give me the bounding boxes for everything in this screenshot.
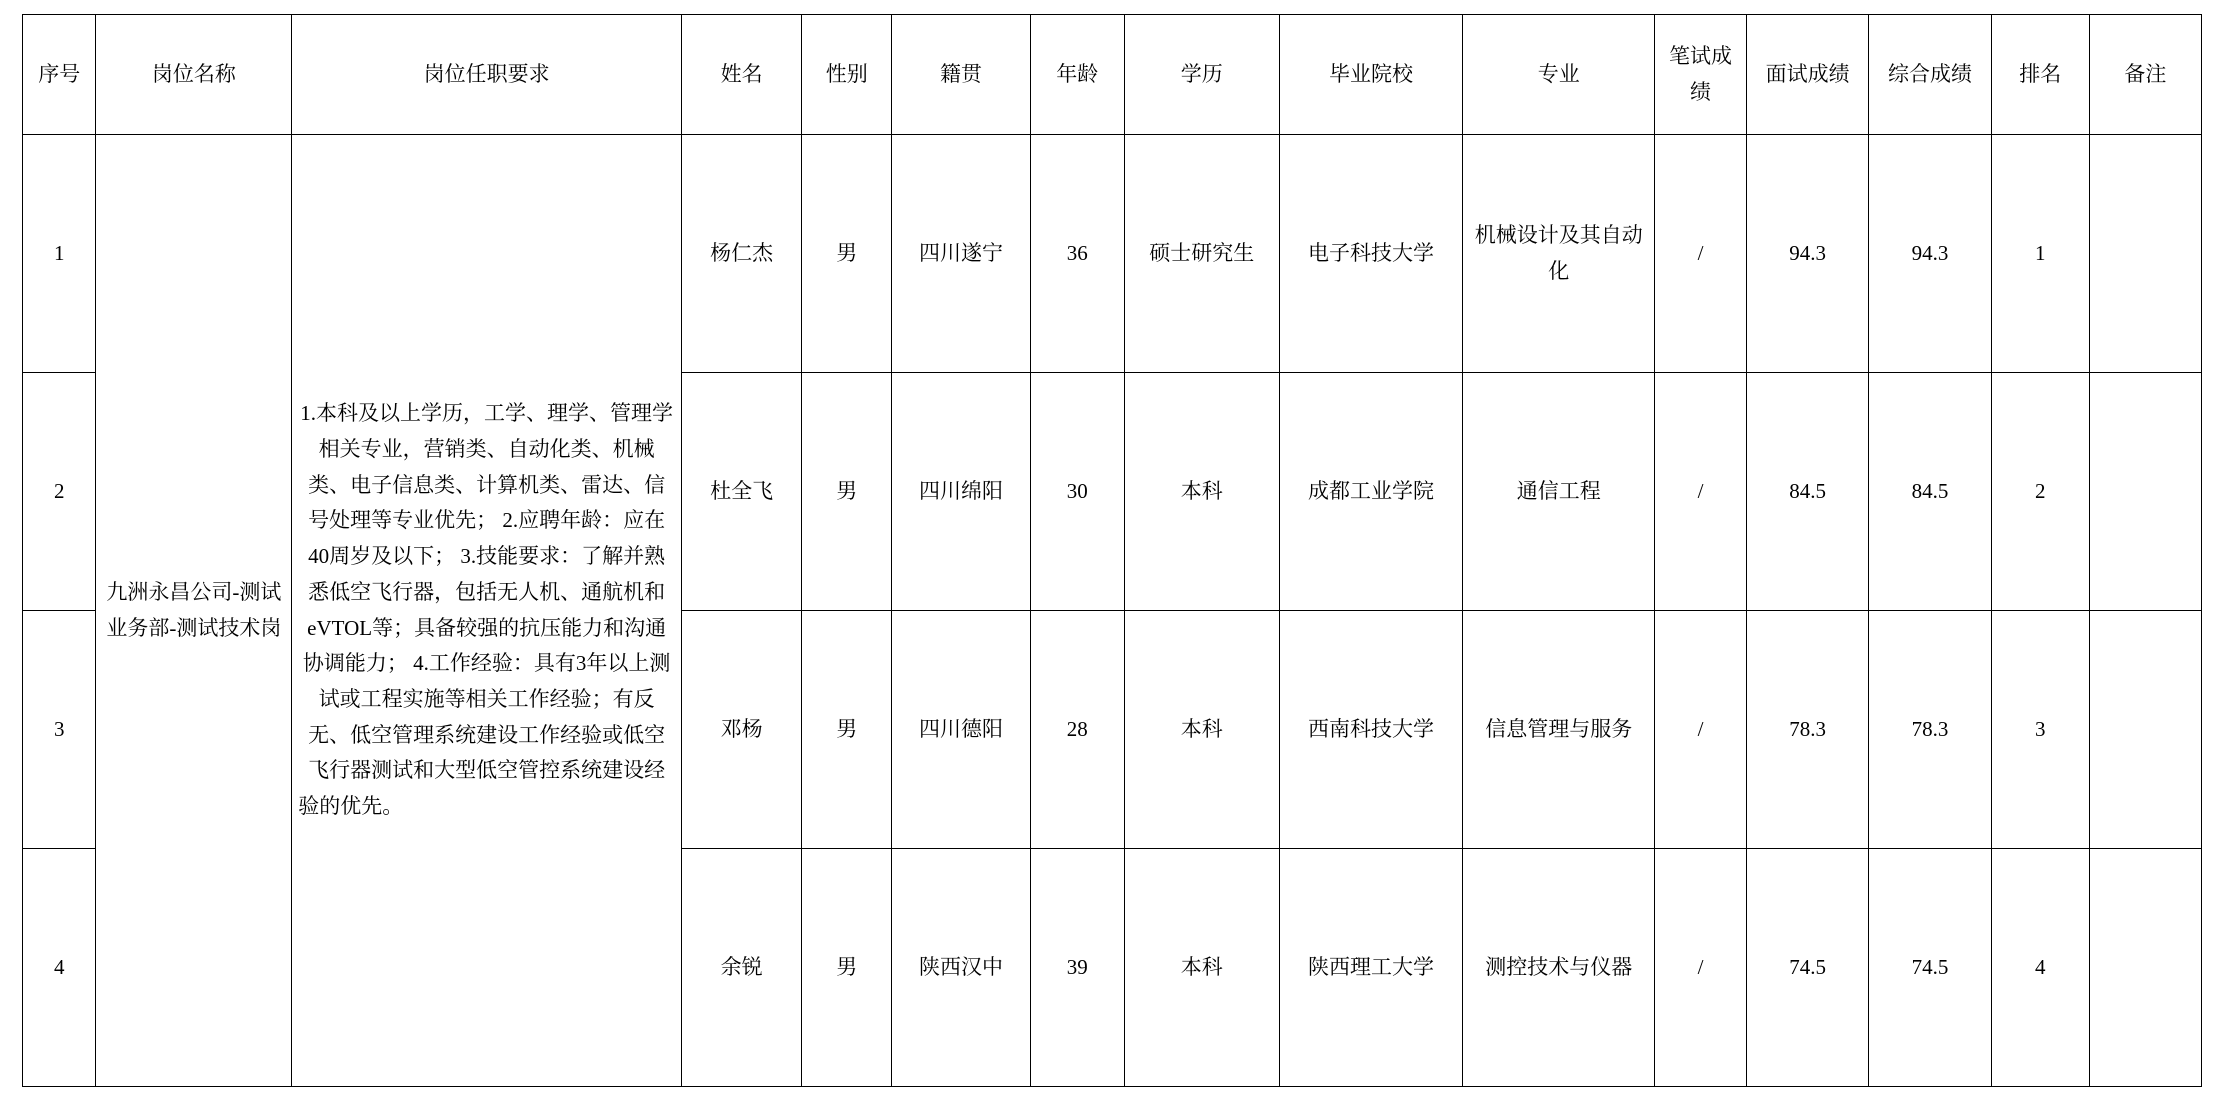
cell-interview-score: 74.5 (1746, 849, 1868, 1087)
cell-education: 本科 (1124, 849, 1279, 1087)
cell-age: 39 (1030, 849, 1124, 1087)
table-header (23, 15, 2202, 135)
cell-requirement-merged: 1.本科及以上学历，工学、理学、管理学相关专业，营销类、自动化类、机械类、电子信息类、计算机类、雷达、信号处理等专业优先； 2.应聘年龄：应在40周岁及以下； 3.技能要求：了解并熟悉低空飞行器，包括无人机、通航机和eVTOL等；具备较强的抗压能力和沟通协调能力； 4.工作经验：具有3年以上测试或工程实施等相关工作经验；有反无、低空管理系统建设工作经验或低空飞行器测试和大型低空管控系统建设经验的优先。 (292, 135, 682, 1087)
cell-written-score: / (1655, 373, 1747, 611)
cell-major: 测控技术与仪器 (1463, 849, 1655, 1087)
cell-no: 4 (23, 849, 96, 1087)
column-header-sex: 性别 (802, 15, 892, 135)
cell-education: 硕士研究生 (1124, 135, 1279, 373)
cell-rank: 3 (1991, 611, 2089, 849)
cell-name: 杨仁杰 (681, 135, 801, 373)
cell-overall-score: 74.5 (1869, 849, 1991, 1087)
cell-origin: 陕西汉中 (892, 849, 1031, 1087)
cell-interview-score: 84.5 (1746, 373, 1868, 611)
cell-age: 36 (1030, 135, 1124, 373)
table-header-row (23, 15, 2202, 135)
column-header-education: 学历 (1124, 15, 1279, 135)
cell-sex: 男 (802, 373, 892, 611)
cell-age: 28 (1030, 611, 1124, 849)
cell-sex: 男 (802, 135, 892, 373)
cell-rank: 4 (1991, 849, 2089, 1087)
cell-school: 电子科技大学 (1279, 135, 1463, 373)
cell-education: 本科 (1124, 373, 1279, 611)
cell-written-score: / (1655, 849, 1747, 1087)
cell-origin: 四川德阳 (892, 611, 1031, 849)
column-header-remark: 备注 (2089, 15, 2201, 135)
column-header-school: 毕业院校 (1279, 15, 1463, 135)
cell-interview-score: 78.3 (1746, 611, 1868, 849)
cell-school: 成都工业学院 (1279, 373, 1463, 611)
cell-major: 机械设计及其自动化 (1463, 135, 1655, 373)
table-body (23, 135, 2202, 1087)
cell-remark (2089, 849, 2201, 1087)
cell-written-score: / (1655, 135, 1747, 373)
cell-rank: 1 (1991, 135, 2089, 373)
column-header-post: 岗位名称 (96, 15, 292, 135)
column-header-no: 序号 (23, 15, 96, 135)
cell-remark (2089, 611, 2201, 849)
cell-origin: 四川绵阳 (892, 373, 1031, 611)
cell-school: 陕西理工大学 (1279, 849, 1463, 1087)
column-header-major: 专业 (1463, 15, 1655, 135)
column-header-rank: 排名 (1991, 15, 2089, 135)
cell-name: 杜全飞 (681, 373, 801, 611)
cell-education: 本科 (1124, 611, 1279, 849)
cell-written-score: / (1655, 611, 1747, 849)
column-header-origin: 籍贯 (892, 15, 1031, 135)
cell-name: 余锐 (681, 849, 801, 1087)
cell-school: 西南科技大学 (1279, 611, 1463, 849)
cell-post-name-merged: 九洲永昌公司-测试业务部-测试技术岗 (96, 135, 292, 1087)
candidate-results-table (22, 14, 2202, 1087)
cell-overall-score: 78.3 (1869, 611, 1991, 849)
cell-rank: 2 (1991, 373, 2089, 611)
cell-name: 邓杨 (681, 611, 801, 849)
cell-remark (2089, 373, 2201, 611)
cell-origin: 四川遂宁 (892, 135, 1031, 373)
cell-overall-score: 94.3 (1869, 135, 1991, 373)
cell-no: 2 (23, 373, 96, 611)
cell-remark (2089, 135, 2201, 373)
cell-age: 30 (1030, 373, 1124, 611)
column-header-written-score: 笔试成绩 (1655, 15, 1747, 135)
column-header-overall-score: 综合成绩 (1869, 15, 1991, 135)
cell-overall-score: 84.5 (1869, 373, 1991, 611)
column-header-name: 姓名 (681, 15, 801, 135)
cell-interview-score: 94.3 (1746, 135, 1868, 373)
column-header-age: 年龄 (1030, 15, 1124, 135)
cell-no: 1 (23, 135, 96, 373)
table-row (23, 135, 2202, 373)
cell-sex: 男 (802, 849, 892, 1087)
column-header-interview-score: 面试成绩 (1746, 15, 1868, 135)
cell-major: 通信工程 (1463, 373, 1655, 611)
column-header-requirement: 岗位任职要求 (292, 15, 682, 135)
cell-no: 3 (23, 611, 96, 849)
cell-major: 信息管理与服务 (1463, 611, 1655, 849)
cell-sex: 男 (802, 611, 892, 849)
